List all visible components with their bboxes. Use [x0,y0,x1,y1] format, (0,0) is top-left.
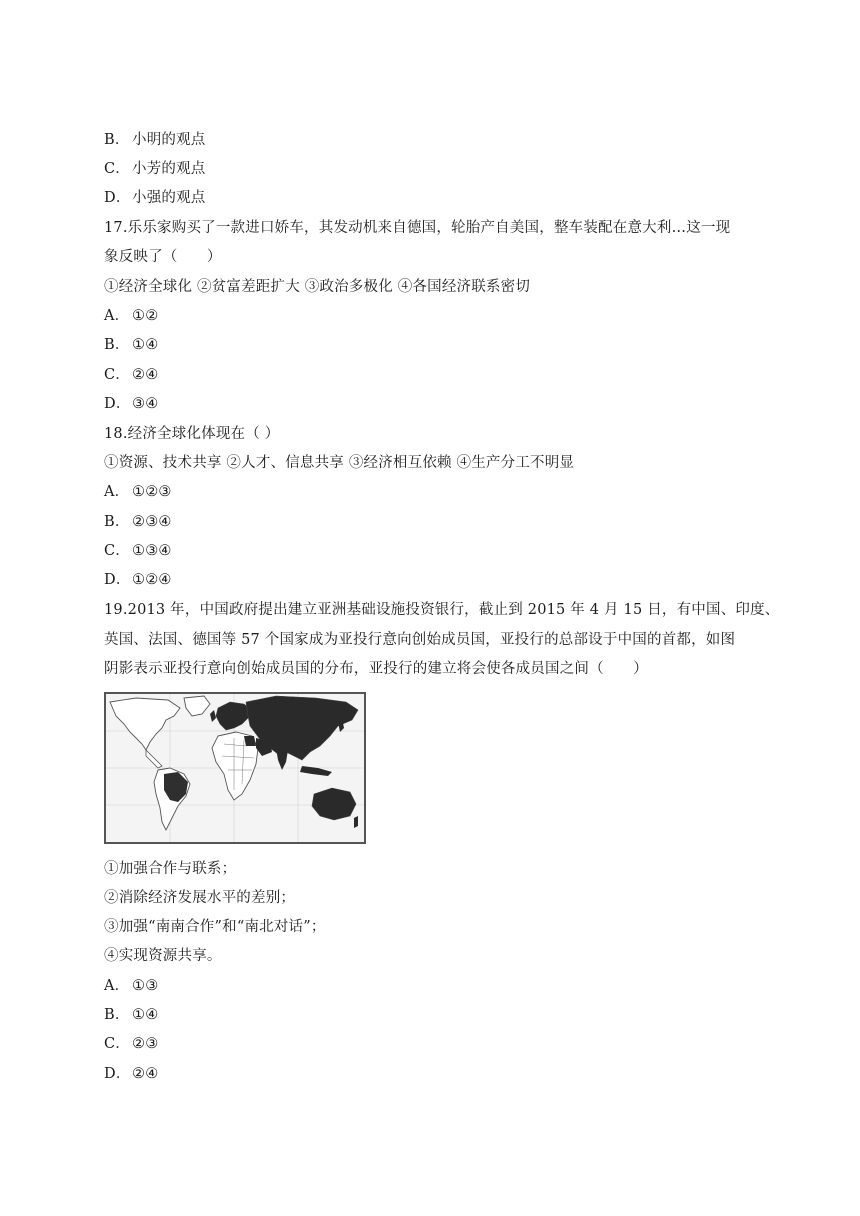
q18-option-d: D．①②④ [104,572,172,588]
q18-option-b: B． ②③④ [104,514,172,530]
q17-option-c: C． ②④ [104,367,159,383]
world-map-svg [106,694,364,842]
q19-option-b: B． ①④ [104,1007,159,1023]
q19-option-d: D．②④ [104,1066,159,1082]
q16-option-d: D．小强的观点 [104,190,206,206]
q18-statements: ①资源、技术共享 ②人才、信息共享 ③经济相互依赖 ④生产分工不明显 [104,455,575,471]
q18-option-a: A． ①②③ [104,484,172,500]
q16-option-b: B． 小明的观点 [104,132,206,148]
q17-option-d: D．③④ [104,396,159,412]
q19-statement-2: ②消除经济发展水平的差别； [104,890,296,906]
world-map-figure [104,692,366,844]
q17-option-b: B． ①④ [104,337,159,353]
q18-stem: 18.经济全球化体现在（ ） [104,426,280,442]
q17-stem-line1: 17.乐乐家购买了一款进口娇车，其发动机来自德国，轮胎产自美国，整车装配在意大利…这一现 [104,220,731,236]
q16-option-c: C． 小芳的观点 [104,161,206,177]
q19-option-c: C． ②③ [104,1036,159,1052]
q19-stem-line1: 19.2013 年，中国政府提出建立亚洲基础设施投资银行，截止到 2015 年 4 月 15 日，有中国、印度、 [104,602,780,618]
q19-statement-4: ④实现资源共享。 [104,948,222,964]
q19-statement-1: ①加强合作与联系； [104,861,237,877]
q17-stem-line2: 象反映了（ ） [104,249,222,265]
q17-option-a: A． ①② [104,308,159,324]
q18-option-c: C． ①③④ [104,543,172,559]
new-zealand-shaded [354,816,358,828]
q17-statements: ①经济全球化 ②贫富差距扩大 ③政治多极化 ④各国经济联系密切 [104,279,531,295]
q19-statement-3: ③加强“南南合作”和“南北对话”； [104,919,326,935]
q19-stem-line3: 阴影表示亚投行意向创始成员国的分布，亚投行的建立将会使各成员国之间（ ） [104,661,648,677]
q19-option-a: A． ①③ [104,978,159,994]
q19-stem-line2: 英国、法国、德国等 57 个国家成为亚投行意向创始成员国，亚投行的总部设于中国的首都，如图 [104,632,736,648]
egypt-shaded [244,736,256,746]
